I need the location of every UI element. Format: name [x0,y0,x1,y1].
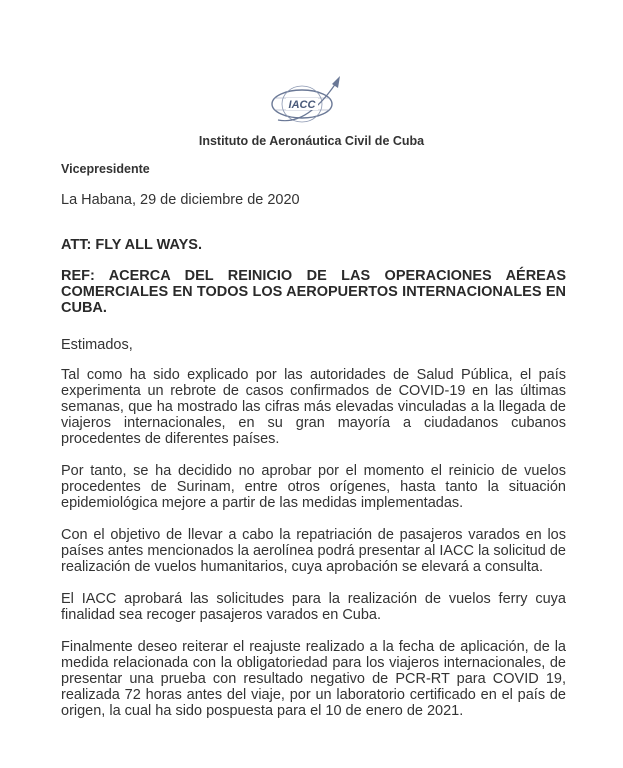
paragraph-surinam-flights: Por tanto, se ha decidido no aprobar por el momento el reinicio de vuelos procedentes de Surinam, entre otros orígenes, hasta tanto la situación epidemiológica mejore a partir de las medidas implementadas. [61,463,566,511]
iacc-logo-emblem [268,74,344,132]
paragraph-humanitarian-flights: Con el objetivo de llevar a cabo la repatriación de pasajeros varados en los países antes mencionados la aerolínea podrá presentar al IACC la solicitud de realización de vuelos humanitarios, cuya aprobación se elevará a consulta. [61,527,566,575]
sender-title: Vicepresidente [61,162,150,176]
iacc-logo [268,74,344,132]
paragraph-pcr-requirement: Finalmente deseo reiterar el reajuste realizado a la fecha de aplicación, de la medida relacionada con la obligatoriedad para los viajeros internacionales, de presentar una prueba con resultado negativo de PCR-RT para COVID 19, realizada 72 horas antes del viaje, por un laboratorio certificado en el país de origen, la cual ha sido pospuesta para el 10 de enero de 2021. [61,639,566,719]
reference-line: REF: ACERCA DEL REINICIO DE LAS OPERACIONES AÉREAS COMERCIALES EN TODOS LOS AEROPUERTOS INTERNACIONALES EN CUBA. [61,268,566,316]
greeting: Estimados, [61,337,133,353]
institute-name: Instituto de Aeronáutica Civil de Cuba [198,134,425,148]
logo-text: IACC [288,99,316,111]
place-date: La Habana, 29 de diciembre de 2020 [61,192,300,208]
paragraph-ferry-flights: El IACC aprobará las solicitudes para la realización de vuelos ferry cuya finalidad sea recoger pasajeros varados en Cuba. [61,591,566,623]
paragraph-covid-situation: Tal como ha sido explicado por las autoridades de Salud Pública, el país experimenta un rebrote de casos confirmados de COVID-19 en las últimas semanas, que ha mostrado las cifras más elevadas vinculadas a la llegada de viajeros internacionales, en su gran mayoría a ciudadanos cubanos procedentes de diferentes países. [61,367,566,447]
attention-line: ATT: FLY ALL WAYS. [61,237,202,253]
